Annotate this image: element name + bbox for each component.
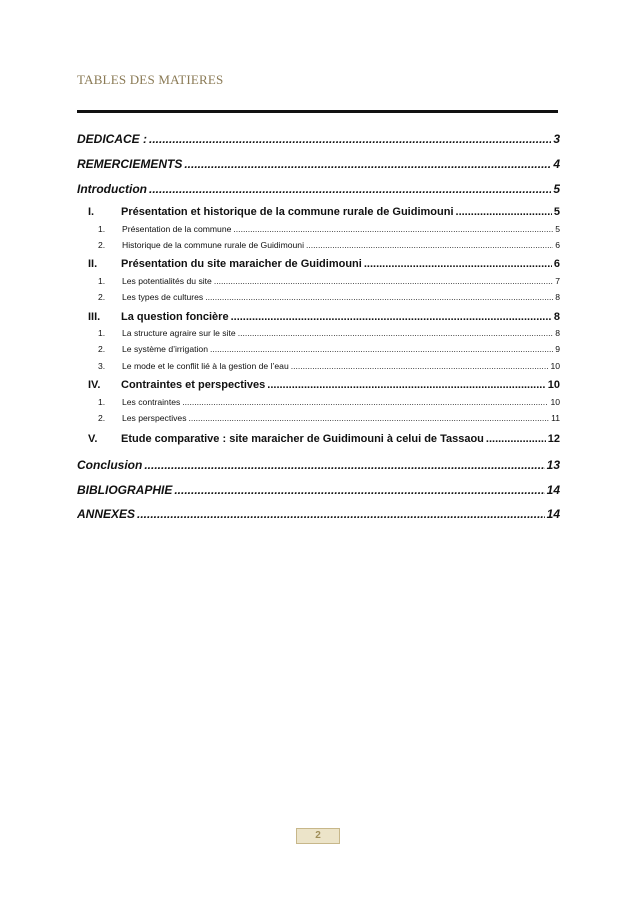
toc-entry-title: REMERCIEMENTS: [77, 157, 183, 171]
toc-entry[interactable]: [77, 433, 560, 445]
toc-entry-page: 13: [546, 458, 560, 472]
toc-entry-title: Les potentialités du site: [122, 276, 212, 286]
toc-entry[interactable]: [77, 413, 560, 423]
toc-dot-leader: [210, 344, 553, 354]
toc-entry[interactable]: [77, 240, 560, 250]
toc-entry-title: Le système d’irrigation: [122, 344, 208, 354]
toc-dot-leader: [456, 206, 552, 218]
toc-entry-page: 5: [555, 224, 560, 234]
toc-entry[interactable]: [77, 258, 560, 270]
toc-dot-leader: [205, 292, 553, 302]
toc-entry[interactable]: [77, 397, 560, 407]
toc-entry[interactable]: [77, 292, 560, 302]
toc-entry-title: BIBLIOGRAPHIE: [77, 483, 173, 497]
toc-entry-page: 9: [555, 344, 560, 354]
toc-entry[interactable]: [77, 483, 560, 497]
toc-entry-title: Introduction: [77, 182, 147, 196]
toc-entry[interactable]: [77, 182, 560, 196]
toc-entry-title: Le mode et le conflit lié à la gestion de l’eau: [122, 361, 289, 371]
toc-dot-leader: [267, 379, 545, 391]
toc-entry[interactable]: [77, 132, 560, 146]
toc-entry-title: ANNEXES: [77, 507, 136, 521]
toc-entry[interactable]: [77, 458, 560, 472]
toc-entry[interactable]: [77, 311, 560, 323]
toc-entry-page: 7: [555, 276, 560, 286]
toc-entry[interactable]: [77, 157, 560, 171]
toc-title: TABLES DES MATIERES: [77, 72, 224, 87]
toc-entry-page: 10: [547, 379, 560, 391]
toc-entry-title: Historique de la commune rurale de Guidimouni: [122, 240, 304, 250]
toc-entry-page: 8: [555, 328, 560, 338]
toc-entry-title: Présentation du site maraicher de Guidimouni: [121, 258, 362, 270]
toc-entry-title: La question foncière: [121, 311, 229, 323]
toc-dot-leader: [137, 507, 545, 521]
toc-dot-leader: [364, 258, 552, 270]
toc-entry-page: 8: [555, 292, 560, 302]
toc-entry-number: 2.: [98, 292, 106, 302]
toc-entry-number: 2.: [98, 413, 106, 423]
toc-entry-title: Les contraintes: [122, 397, 181, 407]
toc-entry[interactable]: [77, 507, 560, 521]
toc-entry-page: 14: [546, 507, 560, 521]
toc-entry-title: Conclusion: [77, 458, 143, 472]
toc-entry-page: 8: [553, 311, 560, 323]
toc-entry-page: 5: [553, 182, 560, 196]
toc-entry-number: 1.: [98, 276, 106, 286]
toc-entry-page: 10: [550, 361, 560, 371]
toc-entry-number: 1.: [98, 224, 106, 234]
toc-entry[interactable]: [77, 344, 560, 354]
toc-entry-page: 14: [546, 483, 560, 497]
toc-entry-number: I.: [88, 206, 95, 218]
toc-entry[interactable]: [77, 224, 560, 234]
toc-entry-number: 3.: [98, 361, 106, 371]
toc-entry[interactable]: [77, 379, 560, 391]
toc-dot-leader: [189, 413, 550, 423]
toc-dot-leader: [174, 483, 544, 497]
toc-entry-title: Contraintes et perspectives: [121, 379, 266, 391]
toc-entry-page: 12: [547, 433, 560, 445]
toc-dot-leader: [182, 397, 548, 407]
toc-dot-leader: [486, 433, 546, 445]
toc-entry[interactable]: [77, 206, 560, 218]
toc-dot-leader: [144, 458, 544, 472]
toc-entry-title: La structure agraire sur le site: [122, 328, 236, 338]
toc-dot-leader: [214, 276, 553, 286]
toc-entry-title: DEDICACE :: [77, 132, 148, 146]
toc-entry-title: Les perspectives: [122, 413, 187, 423]
toc-entry-page: 3: [553, 132, 560, 146]
toc-entry-page: 11: [551, 413, 560, 423]
toc-entry[interactable]: [77, 276, 560, 286]
toc-dot-leader: [184, 157, 551, 171]
toc-entry-number: IV.: [88, 379, 101, 391]
title-divider: [77, 110, 558, 113]
toc-dot-leader: [291, 361, 549, 371]
toc-entry-number: 1.: [98, 328, 106, 338]
toc-entry[interactable]: [77, 328, 560, 338]
toc-entry-title: Les types de cultures: [122, 292, 204, 302]
toc-entry-number: III.: [88, 311, 101, 323]
toc-dot-leader: [149, 132, 551, 146]
toc-entry-number: 2.: [98, 240, 106, 250]
page-number-badge: 2: [296, 828, 340, 844]
toc-entry-title: Présentation de la commune: [122, 224, 232, 234]
toc-entry-number: 2.: [98, 344, 106, 354]
toc-entry-title: Présentation et historique de la commune rurale de Guidimouni: [121, 206, 454, 218]
toc-dot-leader: [238, 328, 554, 338]
toc-entry-title: Etude comparative : site maraicher de Guidimouni à celui de Tassaou: [121, 433, 484, 445]
toc-dot-leader: [231, 311, 552, 323]
toc-dot-leader: [149, 182, 551, 196]
toc-entry-page: 5: [553, 206, 560, 218]
toc-entry-page: 6: [553, 258, 560, 270]
toc-entry-page: 10: [550, 397, 560, 407]
toc-entry-number: II.: [88, 258, 98, 270]
toc-entry-number: V.: [88, 433, 98, 445]
toc-dot-leader: [306, 240, 553, 250]
toc-entry[interactable]: [77, 361, 560, 371]
toc-entry-page: 4: [553, 157, 560, 171]
toc-entry-page: 6: [555, 240, 560, 250]
toc-entry-number: 1.: [98, 397, 106, 407]
toc-dot-leader: [233, 224, 553, 234]
